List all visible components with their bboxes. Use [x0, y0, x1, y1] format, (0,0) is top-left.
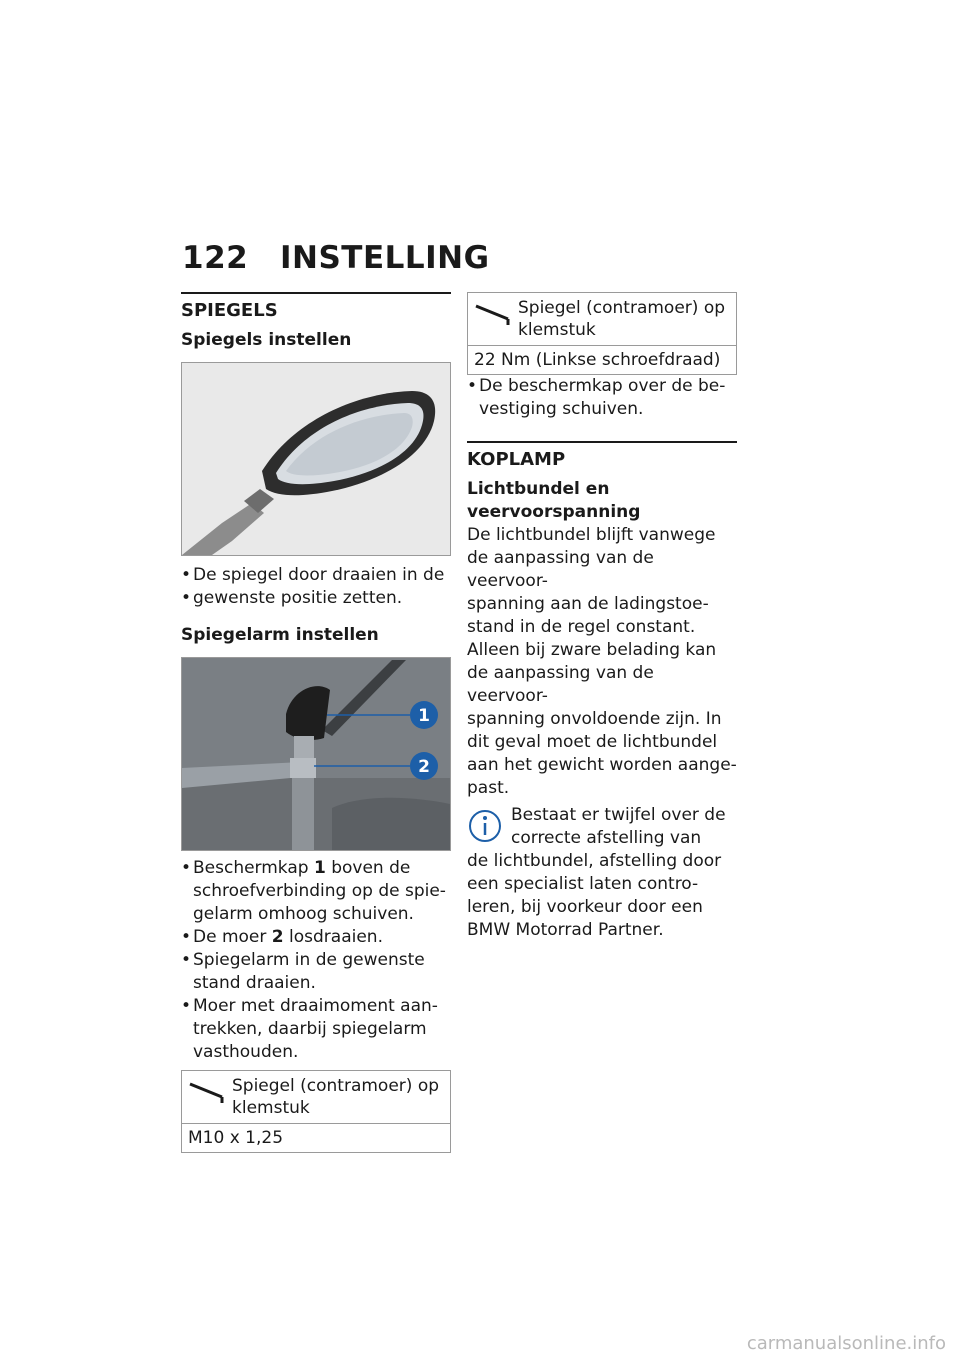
bullet-line: vasthouden. [193, 1042, 299, 1062]
torque-label-line: klemstuk [232, 1098, 310, 1118]
left-column [181, 292, 451, 1153]
bullet-text: De moer [193, 927, 272, 947]
info-line: een specialist laten contro- [467, 874, 699, 894]
chapter-title: INSTELLING [280, 240, 490, 276]
paragraph-line: de aanpassing van de veervoor- [467, 548, 654, 591]
subheading-lichtbundel: veervoorspanning [467, 502, 641, 522]
body-paragraph [467, 524, 737, 800]
paragraph-line: De lichtbundel blijft vanwege [467, 525, 716, 545]
paragraph-line: spanning aan de ladingstoe- [467, 594, 709, 614]
torque-value: M10 x 1,25 [188, 1128, 284, 1148]
ref-number: 2 [271, 927, 284, 947]
list-item [181, 857, 451, 880]
subheading-spiegelarm-instellen: Spiegelarm instellen [181, 625, 379, 645]
page-number: 122 [182, 240, 249, 276]
list-item [181, 995, 451, 1018]
bullet-line: gewenste positie zetten. [193, 588, 403, 608]
bullet-line: De beschermkap over de be- [479, 376, 726, 396]
right-column [467, 292, 737, 942]
bullet-text: losdraaien. [283, 927, 383, 947]
paragraph-line: spanning onvoldoende zijn. In [467, 709, 722, 729]
wrench-icon [188, 1081, 228, 1103]
torque-label [468, 293, 736, 346]
torque-label-line: Spiegel (contramoer) op [518, 298, 726, 318]
info-line: leren, bij voorkeur door een [467, 897, 703, 917]
callout-1: 1 [418, 706, 430, 726]
section-title-spiegels: SPIEGELS [181, 300, 278, 321]
page-header [182, 240, 490, 276]
info-line: correcte afstelling van [511, 828, 702, 848]
info-icon [467, 806, 503, 846]
mirror-arm-illustration [182, 658, 450, 850]
subheading-spiegels-instellen: Spiegels instellen [181, 330, 352, 350]
bullet-line: Moer met draaimoment aan- [193, 996, 438, 1016]
list-item [467, 375, 737, 398]
bullet-line: trekken, daarbij spiegelarm [193, 1019, 427, 1039]
bullet-line: schroefverbinding op de spie- [193, 881, 446, 901]
list-item [181, 926, 451, 949]
list-item [181, 564, 451, 587]
torque-value: 22 Nm (Linkse schroefdraad) [474, 350, 721, 370]
list-item [181, 949, 451, 972]
info-line: de lichtbundel, afstelling door [467, 851, 722, 871]
torque-label-line: klemstuk [518, 320, 596, 340]
info-note [467, 804, 737, 942]
torque-label [182, 1071, 450, 1124]
paragraph-line: de aanpassing van de veervoor- [467, 663, 654, 706]
ref-number: 1 [313, 858, 326, 878]
paragraph-line: aan het gewicht worden aange- [467, 755, 737, 775]
bullet-line: vestiging schuiven. [479, 399, 644, 419]
bullet-line: Spiegelarm in de gewenste [193, 950, 425, 970]
bullet-line: gelarm omhoog schuiven. [193, 904, 414, 924]
paragraph-line: dit geval moet de lichtbundel [467, 732, 718, 752]
mirror-image [181, 362, 451, 556]
bullet-text: boven de [325, 858, 411, 878]
footer-watermark: carmanualsonline.info [746, 1333, 946, 1354]
section-rule [181, 292, 451, 294]
info-line: BMW Motorrad Partner. [467, 920, 664, 940]
section-rule [467, 441, 737, 443]
section-title-koplamp: KOPLAMP [467, 449, 566, 470]
paragraph-line: past. [467, 778, 510, 798]
subheading-lichtbundel: Lichtbundel en [467, 479, 610, 499]
list-item [181, 587, 451, 610]
bullet-line: De spiegel door draaien in de [193, 565, 445, 585]
torque-box [181, 1070, 451, 1153]
torque-label-line: Spiegel (contramoer) op [232, 1076, 440, 1096]
paragraph-line: Alleen bij zware belading kan [467, 640, 717, 660]
torque-box [467, 292, 737, 375]
wrench-icon [474, 303, 514, 325]
callout-2: 2 [418, 757, 430, 777]
mirror-illustration [182, 363, 450, 555]
bullet-text: Beschermkap [193, 858, 314, 878]
mirror-arm-image [181, 657, 451, 851]
bullet-line: stand draaien. [193, 973, 316, 993]
info-line: Bestaat er twijfel over de [511, 805, 726, 825]
paragraph-line: stand in de regel constant. [467, 617, 696, 637]
